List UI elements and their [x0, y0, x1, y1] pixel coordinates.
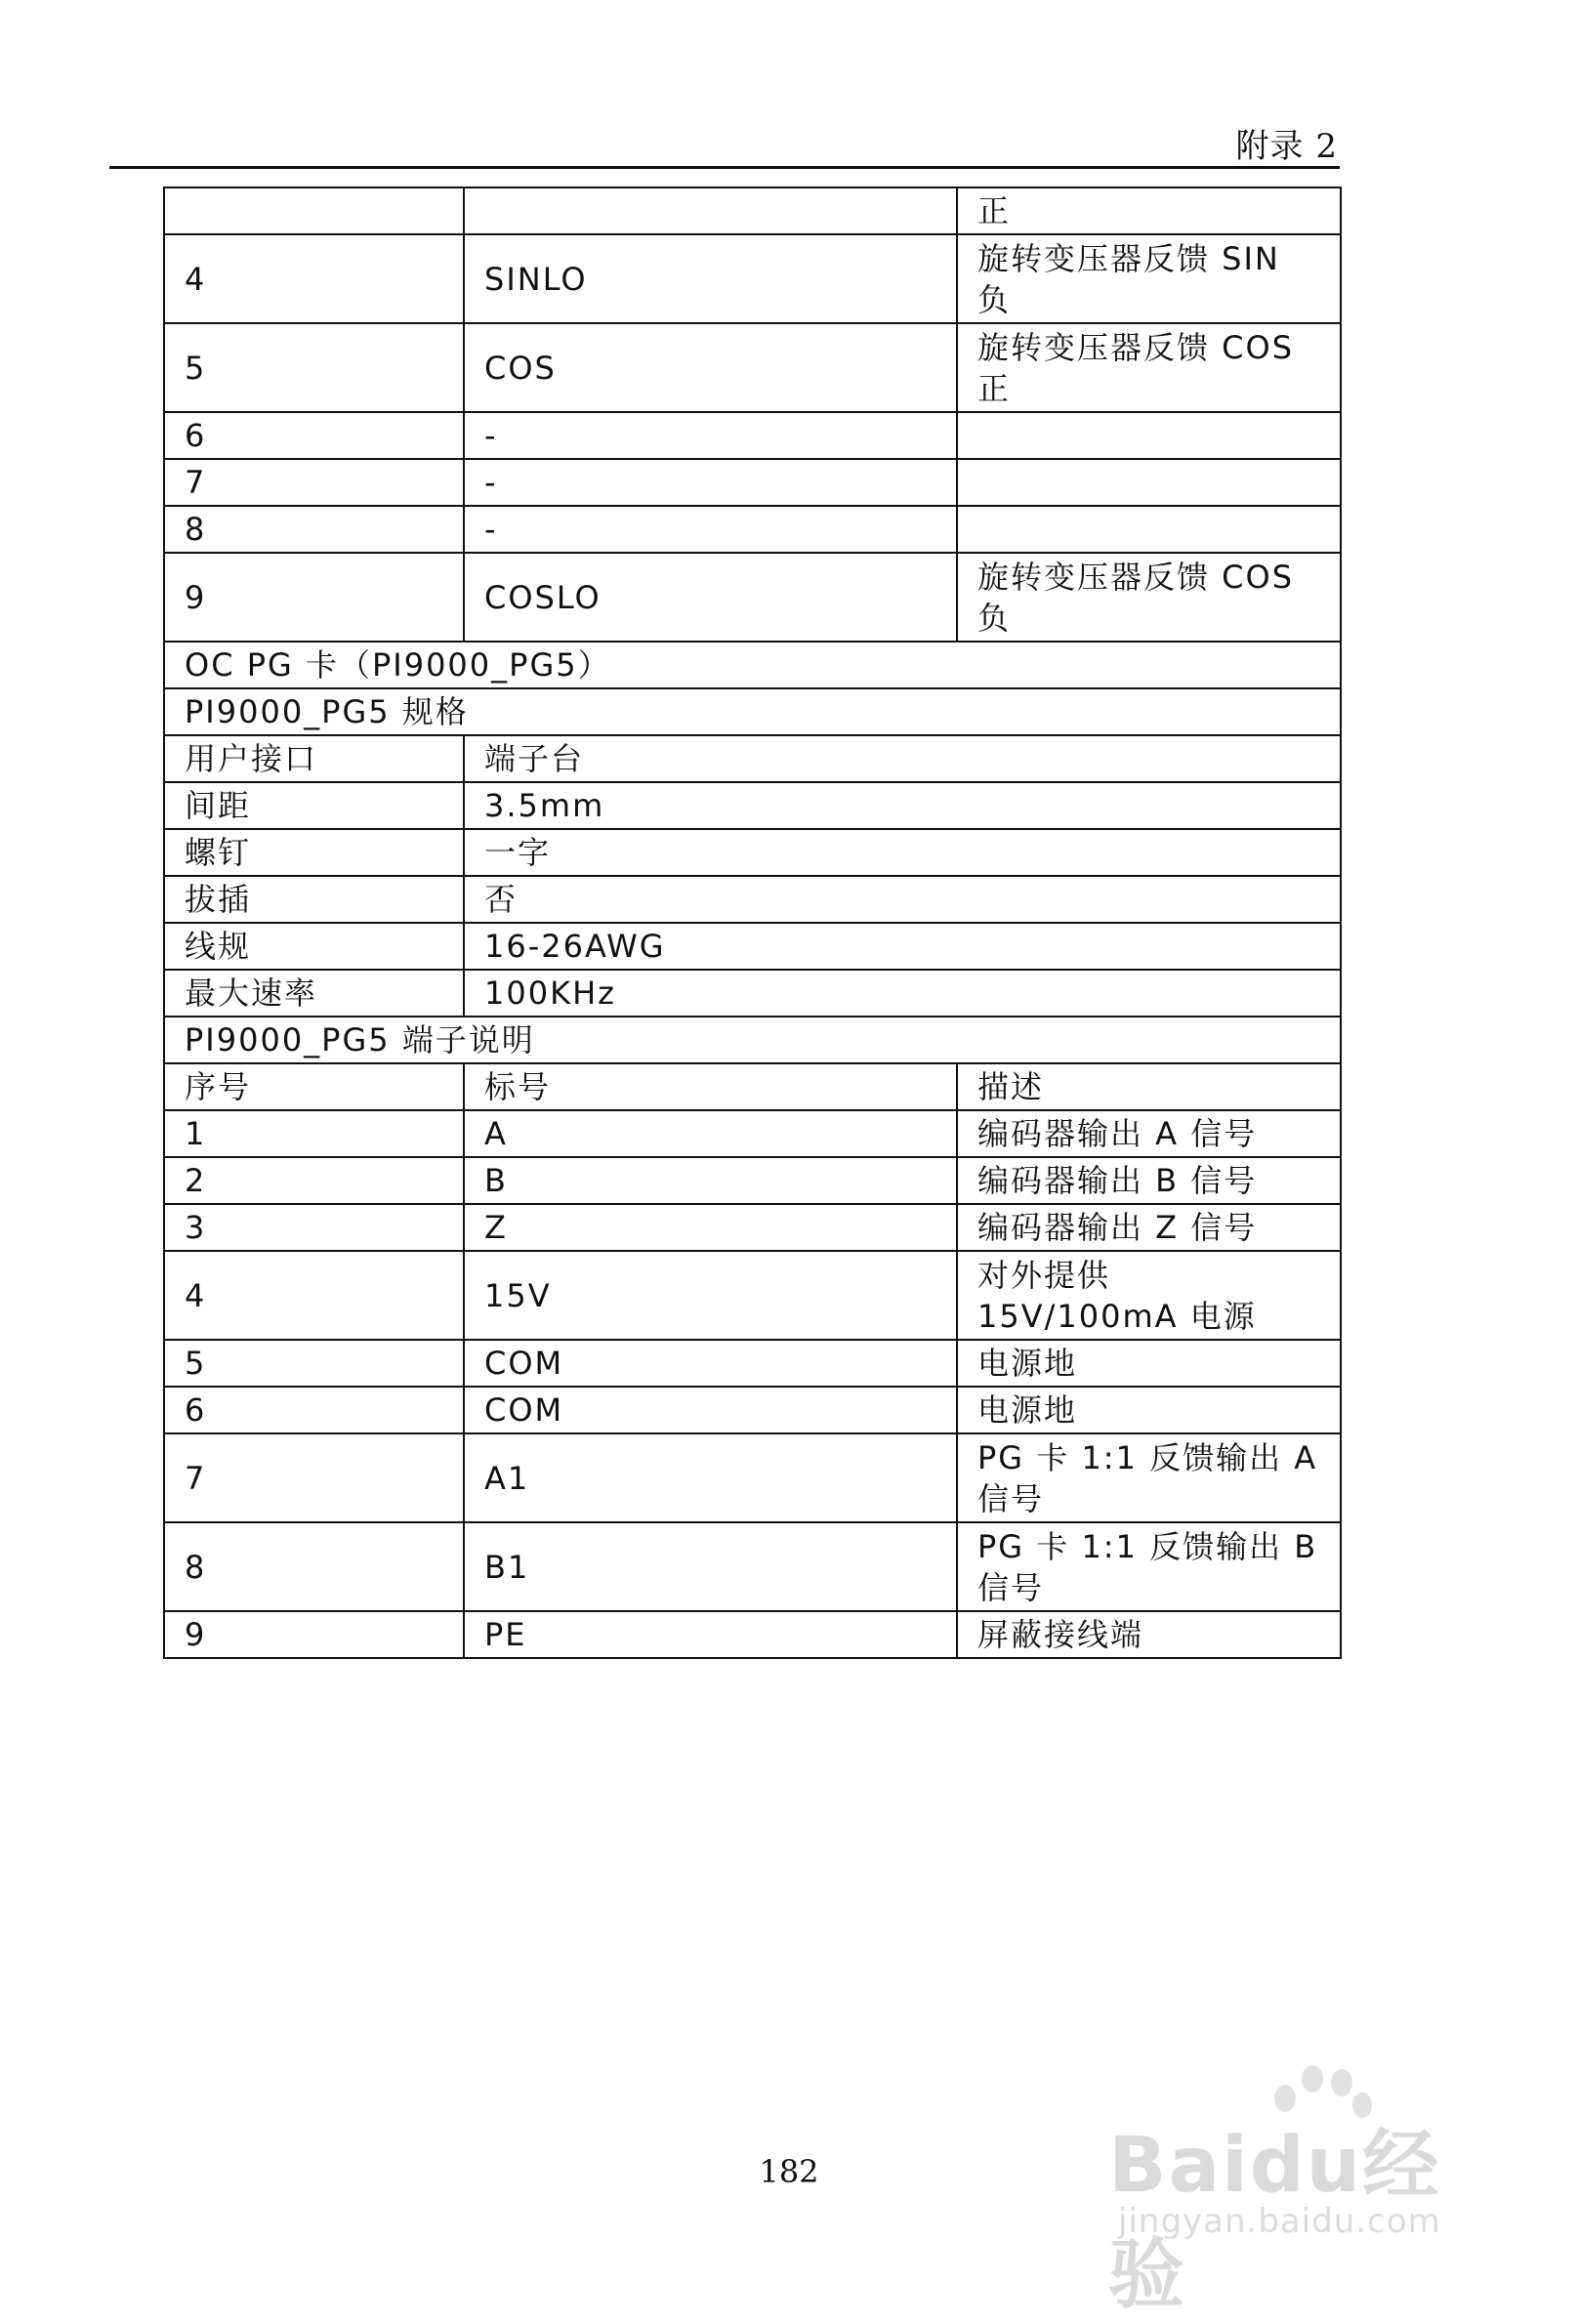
terminal-number-cell: 2: [164, 1157, 464, 1204]
table-row: [164, 412, 1341, 459]
table-row: [164, 1110, 1341, 1157]
terminal-number-cell: 6: [164, 1387, 464, 1433]
terminal-description-cell: 电源地: [957, 1387, 1341, 1433]
table-row: [164, 1433, 1341, 1522]
header-rule: [109, 166, 1340, 169]
terminal-label-cell: 15V: [464, 1251, 957, 1340]
terminal-description-cell: [957, 412, 1341, 459]
terminal-label-cell: SINLO: [464, 234, 957, 323]
spec-name-cell: 间距: [164, 782, 464, 829]
terminal-description-cell: 屏蔽接线端: [957, 1611, 1341, 1658]
terminal-number-cell: 8: [164, 1522, 464, 1611]
terminal-label-cell: COM: [464, 1387, 957, 1433]
header-number-cell: 序号: [164, 1063, 464, 1110]
terminal-number-cell: 7: [164, 1433, 464, 1522]
table-row: [164, 553, 1341, 642]
terminal-label-cell: COSLO: [464, 553, 957, 642]
section-title-row: [164, 642, 1341, 688]
spec-name-cell: 螺钉: [164, 829, 464, 876]
terminal-description-cell: 正: [957, 187, 1341, 234]
terminal-number-cell: 5: [164, 323, 464, 412]
terminal-description-cell: 旋转变压器反馈 COS 正: [957, 323, 1341, 412]
spec-value-cell: 一字: [464, 829, 1341, 876]
table-row: [164, 1387, 1341, 1433]
terminal-label-cell: B: [464, 1157, 957, 1204]
terminal-title: PI9000_PG5 端子说明: [164, 1017, 1341, 1063]
section-title: OC PG 卡（PI9000_PG5）: [164, 642, 1341, 688]
spec-table: [163, 187, 1342, 1659]
terminal-number-cell: 9: [164, 1611, 464, 1658]
terminal-label-cell: B1: [464, 1522, 957, 1611]
spec-row: [164, 829, 1341, 876]
spec-value-cell: 否: [464, 876, 1341, 923]
terminal-title-row: [164, 1017, 1341, 1063]
spec-row: [164, 782, 1341, 829]
terminal-description-cell: 旋转变压器反馈 COS 负: [957, 553, 1341, 642]
spec-title: PI9000_PG5 规格: [164, 688, 1341, 735]
terminal-description-cell: 电源地: [957, 1340, 1341, 1387]
spec-value-cell: 100KHz: [464, 970, 1341, 1017]
page-header-title: 附录 2: [1235, 127, 1338, 166]
spec-row: [164, 923, 1341, 970]
terminal-number-cell: [164, 187, 464, 234]
spec-row: [164, 876, 1341, 923]
table-row: [164, 1251, 1341, 1340]
terminal-number-cell: 6: [164, 412, 464, 459]
watermark-url: jingyan.baidu.com: [1118, 2202, 1441, 2241]
spec-table-body: [164, 187, 1341, 1658]
terminal-description-cell: 旋转变压器反馈 SIN 负: [957, 234, 1341, 323]
table-row: [164, 506, 1341, 553]
table-row: [164, 1522, 1341, 1611]
spec-title-row: [164, 688, 1341, 735]
spec-name-cell: 用户接口: [164, 735, 464, 782]
terminal-number-cell: 1: [164, 1110, 464, 1157]
terminal-description-cell: [957, 459, 1341, 506]
table-row: [164, 1204, 1341, 1251]
table-row: [164, 323, 1341, 412]
spec-row: [164, 735, 1341, 782]
watermark: [1108, 2055, 1479, 2319]
terminal-description-cell: 对外提供 15V/100mA 电源: [957, 1251, 1341, 1340]
terminal-description-cell: PG 卡 1:1 反馈输出 A 信号: [957, 1433, 1341, 1522]
terminal-description-cell: 编码器输出 B 信号: [957, 1157, 1341, 1204]
terminal-label-cell: Z: [464, 1204, 957, 1251]
spec-name-cell: 最大速率: [164, 970, 464, 1017]
header-description-cell: 描述: [957, 1063, 1341, 1110]
terminal-description-cell: PG 卡 1:1 反馈输出 B 信号: [957, 1522, 1341, 1611]
terminal-label-cell: -: [464, 459, 957, 506]
terminal-label-cell: A1: [464, 1433, 957, 1522]
table-row: [164, 1340, 1341, 1387]
header-label-cell: 标号: [464, 1063, 957, 1110]
terminal-number-cell: 4: [164, 234, 464, 323]
terminal-label-cell: COS: [464, 323, 957, 412]
table-row: [164, 459, 1341, 506]
terminal-description-cell: [957, 506, 1341, 553]
terminal-label-cell: COM: [464, 1340, 957, 1387]
table-row: [164, 187, 1341, 234]
terminal-number-cell: 3: [164, 1204, 464, 1251]
terminal-number-cell: 5: [164, 1340, 464, 1387]
terminal-number-cell: 9: [164, 553, 464, 642]
spec-name-cell: 拔插: [164, 876, 464, 923]
spec-value-cell: 3.5mm: [464, 782, 1341, 829]
spec-name-cell: 线规: [164, 923, 464, 970]
terminal-label-cell: A: [464, 1110, 957, 1157]
terminal-description-cell: 编码器输出 Z 信号: [957, 1204, 1341, 1251]
terminal-label-cell: -: [464, 412, 957, 459]
terminal-description-cell: 编码器输出 A 信号: [957, 1110, 1341, 1157]
spec-value-cell: 端子台: [464, 735, 1341, 782]
terminal-header-row: [164, 1063, 1341, 1110]
terminal-label-cell: PE: [464, 1611, 957, 1658]
terminal-number-cell: 7: [164, 459, 464, 506]
spec-row: [164, 970, 1341, 1017]
page-number: 182: [759, 2153, 819, 2190]
terminal-number-cell: 4: [164, 1251, 464, 1340]
table-row: [164, 234, 1341, 323]
table-row: [164, 1157, 1341, 1204]
terminal-label-cell: [464, 187, 957, 234]
terminal-label-cell: -: [464, 506, 957, 553]
watermark-logo: Baidu经验: [1108, 2122, 1441, 2319]
spec-value-cell: 16-26AWG: [464, 923, 1341, 970]
table-row: [164, 1611, 1341, 1658]
terminal-number-cell: 8: [164, 506, 464, 553]
